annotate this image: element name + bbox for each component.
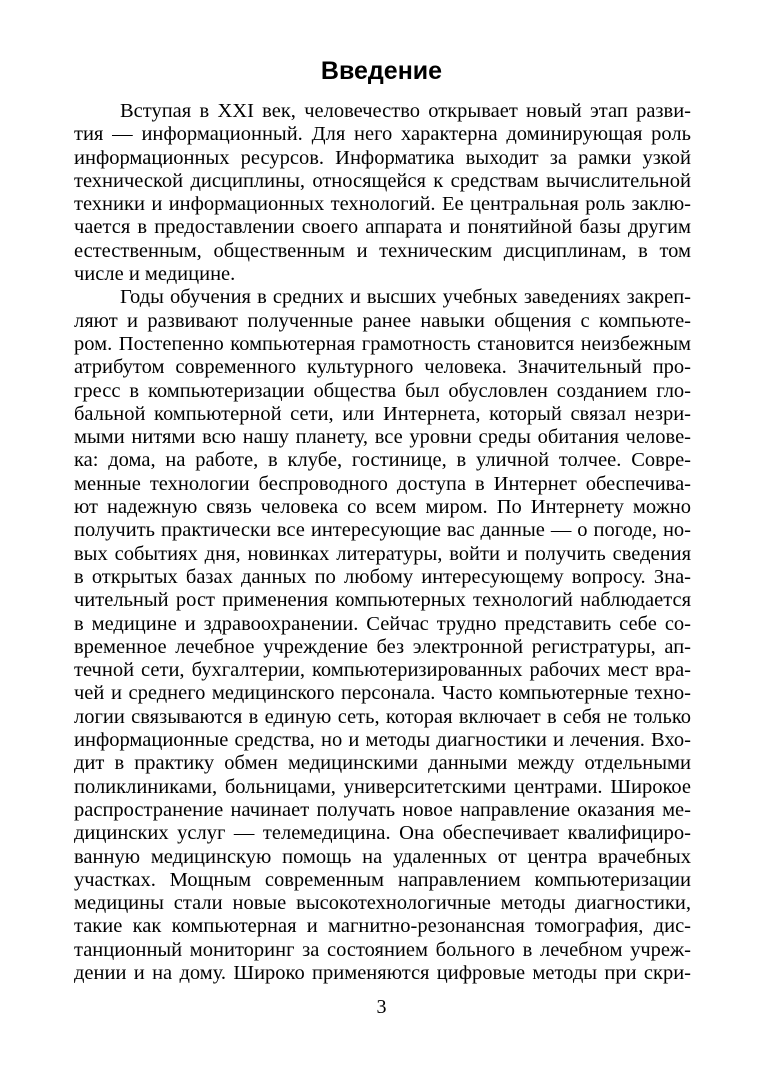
text-line: чается в предоставлении своего аппарата и понятийной базы другим	[74, 216, 691, 239]
text-line: ка: дома, на работе, в клубе, гостинице, в уличной толчее. Совре-	[74, 449, 691, 472]
text-line: естественным, общественным и техническим дисциплинам, в том	[74, 239, 691, 262]
text-line: мыми нитями всю нашу планету, все уровни среды обитания челове-	[74, 426, 691, 449]
text-line: ванную медицинскую помощь на удаленных от центра врачебных	[74, 845, 691, 868]
body-text	[74, 100, 691, 985]
text-line: ляют и развивают полученные ранее навыки общения с компьюте-	[74, 309, 691, 332]
text-line: информационные средства, но и методы диагностики и лечения. Вхо-	[74, 729, 691, 752]
text-line: числе и медицине.	[74, 263, 236, 286]
text-line: атрибутом современного культурного человека. Значительный про-	[74, 356, 691, 379]
text-line: в открытых базах данных по любому интересующему вопросу. Зна-	[74, 565, 691, 588]
text-line: течной сети, бухгалтерии, компьютеризированных рабочих мест вра-	[74, 659, 691, 682]
text-line: распространение начинает получать новое направление оказания ме-	[74, 798, 691, 821]
text-line: танционный мониторинг за состоянием больного в лечебном учреж-	[74, 938, 691, 961]
paragraph-2	[74, 286, 691, 985]
text-line: Годы обучения в средних и высших учебных заведениях закреп-	[120, 286, 691, 309]
text-line: ром. Постепенно компьютерная грамотность становится неизбежным	[74, 332, 691, 355]
text-line: дении и на дому. Широко применяются цифровые методы при скри-	[74, 961, 691, 984]
text-line: логии связываются в единую сеть, которая включает в себя не только	[74, 705, 691, 728]
text-line: дит в практику обмен медицинскими данными между отдельными	[74, 752, 691, 775]
text-line: дицинских услуг — телемедицина. Она обеспечивает квалифициро-	[74, 822, 691, 845]
text-line: получить практически все интересующие вас данные — о погоде, но-	[74, 519, 691, 542]
text-line: тия — информационный. Для него характерна доминирующая роль	[74, 123, 691, 146]
text-line: техники и информационных технологий. Ее центральная роль заклю-	[74, 193, 691, 216]
text-line: в медицине и здравоохранении. Сейчас трудно представить себе со-	[74, 612, 691, 635]
text-line: временное лечебное учреждение без электронной регистратуры, ап-	[74, 635, 691, 658]
text-line: медицины стали новые высокотехнологичные методы диагностики,	[74, 892, 691, 915]
page-title: Введение	[320, 57, 443, 85]
paragraph-1	[74, 100, 691, 286]
text-line: информационных ресурсов. Информатика выходит за рамки узкой	[74, 146, 691, 169]
text-line: гресс в компьютеризации общества был обусловлен созданием гло-	[74, 379, 691, 402]
text-line: участках. Мощным современным направлением компьютеризации	[74, 868, 691, 891]
text-line: Вступая в XXI век, человечество открывает новый этап разви-	[120, 100, 691, 122]
text-line: бальной компьютерной сети, или Интернета, который связал незри-	[74, 402, 691, 425]
text-line: вых событиях дня, новинках литературы, войти и получить сведения	[74, 542, 691, 565]
text-line: поликлиниками, больницами, университетскими центрами. Широкое	[74, 775, 691, 798]
text-line: ют надежную связь человека со всем миром. По Интернету можно	[74, 496, 691, 519]
text-line: менные технологии беспроводного доступа в Интернет обеспечива-	[74, 472, 691, 495]
text-line: чей и среднего медицинского персонала. Часто компьютерные техно-	[74, 682, 691, 705]
text-line: такие как компьютерная и магнитно-резонансная томография, дис-	[74, 915, 691, 938]
page-number: 3	[376, 996, 387, 1018]
text-line: чительный рост применения компьютерных технологий наблюдается	[74, 589, 691, 612]
text-line: технической дисциплины, относящейся к средствам вычислительной	[74, 169, 691, 192]
